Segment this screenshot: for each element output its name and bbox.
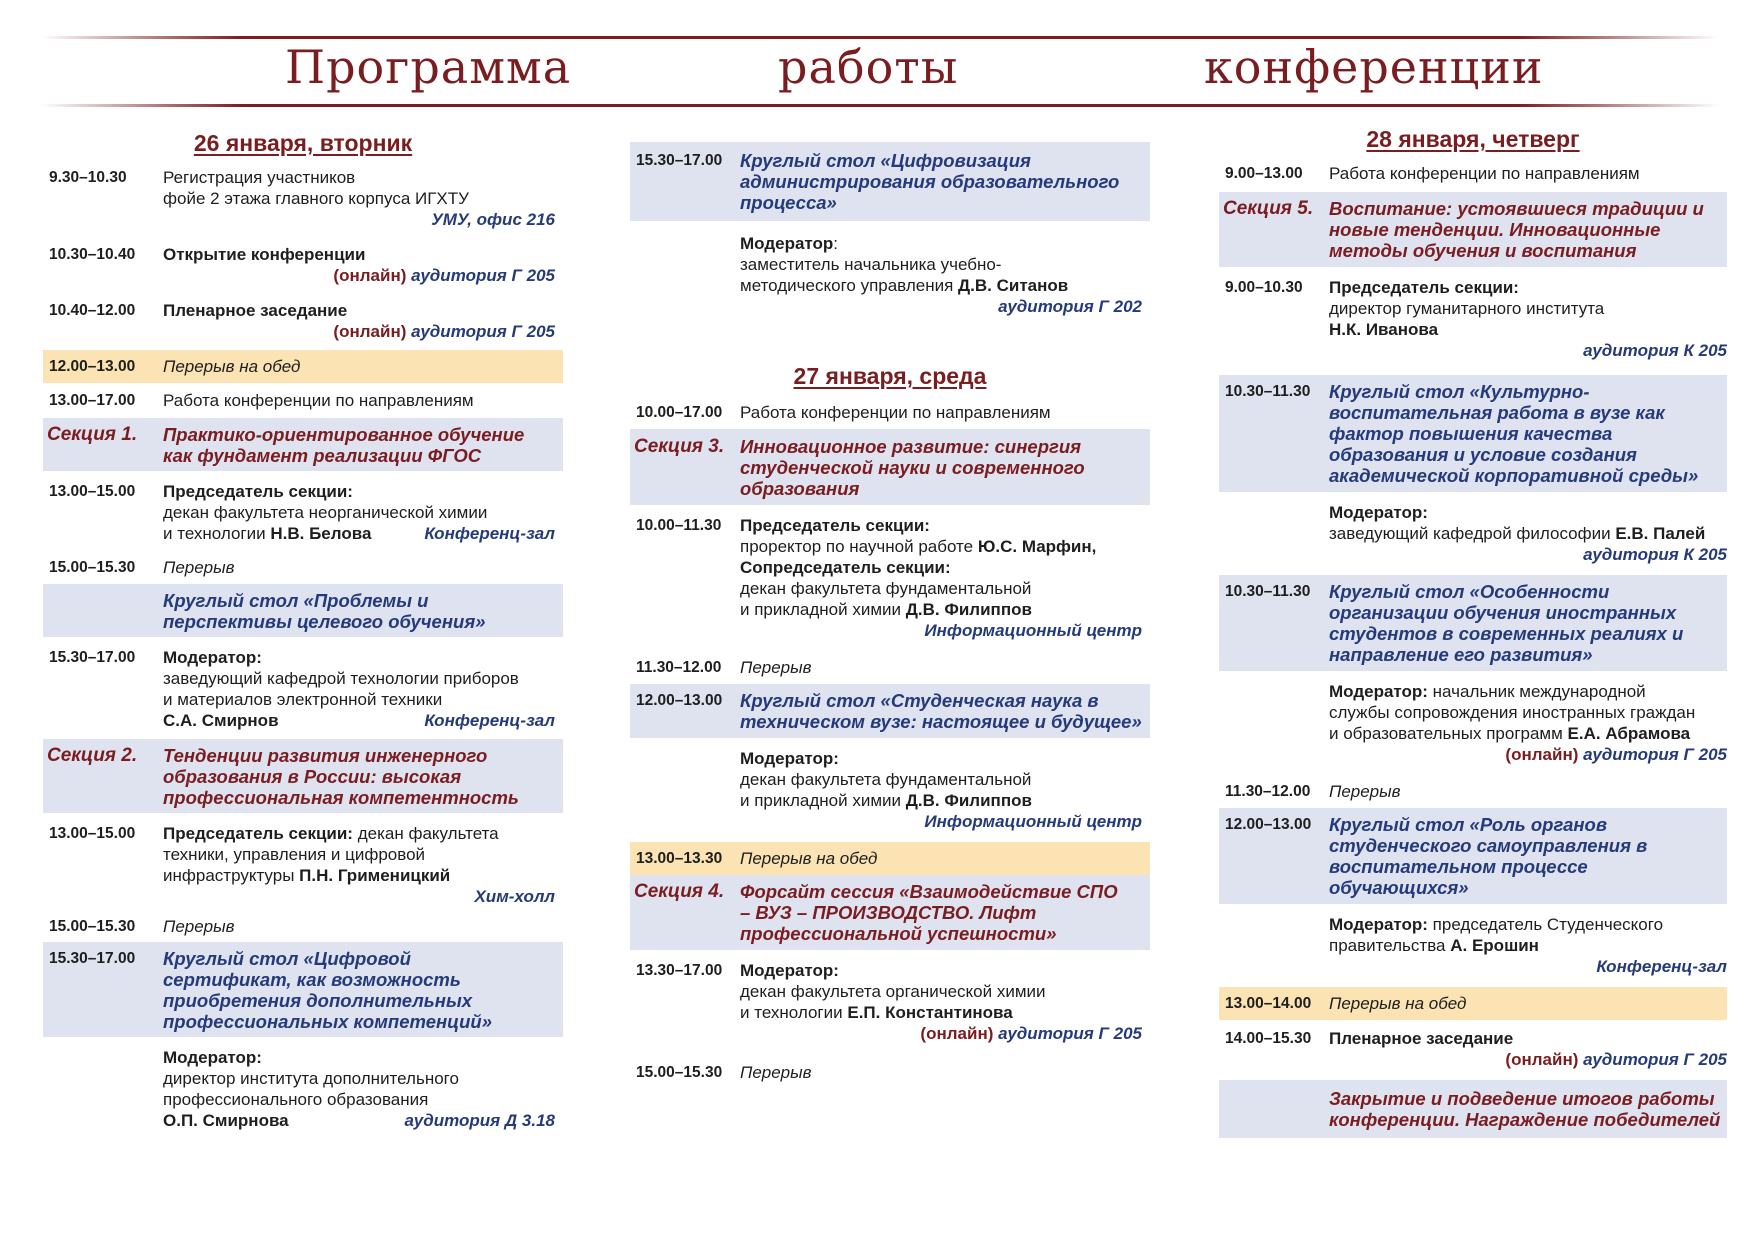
roundtable-band: 12.00–13.00 Круглый стол «Роль органов студенческого самоуправления в воспитательном процессе обучающихся» <box>1219 808 1727 904</box>
day-heading: 27 января, среда <box>793 363 987 389</box>
day-heading: 28 января, четверг <box>1366 126 1580 152</box>
schedule-row: 13.00–17.00 Работа конференции по направлениям <box>49 391 474 410</box>
schedule-row: 10.40–12.00 Пленарное заседание (онлайн) аудитория Г 205 <box>49 301 555 341</box>
title-word-2: работы <box>778 40 959 94</box>
lunch-band: 13.00–13.30 Перерыв на обед <box>630 842 1150 875</box>
section-band: Секция 4. Форсайт сессия «Взаимодействие СПО – ВУЗ – ПРОИЗВОДСТВО. Лифт профессиональной успешности» <box>630 875 1150 950</box>
section-band: Секция 3. Инновационное развитие: синергия студенческой науки и современного образования <box>630 429 1150 505</box>
section-band: Секция 1. Практико-ориентированное обучение как фундамент реализации ФГОС <box>43 418 563 471</box>
roundtable-band: 10.30–11.30 Круглый стол «Культурно-воспитательная работа в вузе как фактор повышения качества образования и условие создания академической корпоративной среды» <box>1219 375 1727 492</box>
schedule-row: 10.00–17.00 Работа конференции по направлениям <box>636 403 1051 422</box>
roundtable-band: 10.30–11.30 Круглый стол «Особенности организации обучения иностранных студентов в современных реалиях и направление его развития» <box>1219 575 1727 671</box>
schedule-row: Модератор: декан факультета фундаментальной и прикладной химии Д.В. Филиппов Информационный центр <box>740 749 1142 831</box>
lunch-band: 13.00–14.00 Перерыв на обед <box>1219 987 1727 1020</box>
schedule-row: 9.00–13.00 Работа конференции по направлениям <box>1225 164 1640 183</box>
schedule-row: Модератор: председатель Студенческого правительства А. Ерошин Конференц-зал <box>1329 915 1727 976</box>
schedule-row: Модератор: начальник международной службы сопровождения иностранных граждан и образовательных программ Е.А. Абрамова (онлайн) аудитория Г 205 <box>1329 682 1727 764</box>
schedule-row: 13.00–15.00 Председатель секции: декан факультета техники, управления и цифровой инфраструктуры П.Н. Грименицкий Хим-холл <box>49 824 555 906</box>
schedule-row: 15.00–15.30 Перерыв <box>636 1063 812 1082</box>
schedule-row: 10.30–10.40 Открытие конференции (онлайн) аудитория Г 205 <box>49 245 555 285</box>
schedule-row: 9.00–10.30 Председатель секции: директор гуманитарного института Н.К. Иванова аудитория К 205 <box>1225 278 1727 360</box>
location: УМУ, офис 216 <box>431 210 555 229</box>
schedule-row: 9.30–10.30 Регистрация участников фойе 2 этажа главного корпуса ИГХТУ УМУ, офис 216 <box>43 163 563 234</box>
schedule-row: 10.00–11.30 Председатель секции: проректор по научной работе Ю.С. Марфин, Сопредседатель секции: декан факультета фундаментальной и прикладной химии Д.В. Филиппов Информационный центр <box>636 516 1142 640</box>
title-word-1: Программа <box>285 40 572 94</box>
schedule-row: 11.30–12.00 Перерыв <box>1225 782 1401 801</box>
schedule-row: 13.30–17.00 Модератор: декан факультета органической химии и технологии Е.П. Константинова (онлайн) аудитория Г 205 <box>636 961 1142 1043</box>
schedule-row: 15.00–15.30 Перерыв <box>49 558 235 577</box>
schedule-row: Модератор: директор института дополнительного профессионального образования О.П. Смирнова аудитория Д 3.18 <box>163 1048 555 1130</box>
roundtable-band: 15.30–17.00 Круглый стол «Цифровизация администрирования образовательного процесса» <box>630 142 1150 221</box>
title-word-3: конференции <box>1204 40 1544 94</box>
roundtable-band: 15.30–17.00 Круглый стол «Цифровой сертификат, как возможность приобретения дополнительных профессиональных компетенций» <box>43 942 563 1037</box>
column-day-2 <box>630 124 1150 1089</box>
schedule-row: 14.00–15.30 Пленарное заседание (онлайн) аудитория Г 205 <box>1225 1029 1727 1069</box>
lunch-band: 12.00–13.00 Перерыв на обед <box>43 350 563 383</box>
schedule-row: Модератор: заведующий кафедрой философии Е.В. Палей аудитория К 205 <box>1329 503 1727 564</box>
section-band: Секция 5. Воспитание: устоявшиеся традиции и новые тенденции. Инновационные методы обучения и воспитания <box>1219 192 1727 267</box>
schedule-row: 13.00–15.00 Председатель секции: декан факультета неорганической химии и технологии Н.В. Белова Конференц-зал <box>49 482 555 543</box>
roundtable-band: 12.00–13.00 Круглый стол «Студенческая наука в техническом вузе: настоящее и будущее» <box>630 684 1150 738</box>
title-top-rule <box>40 36 1720 39</box>
page-title <box>0 40 1754 100</box>
column-day-3 <box>1219 124 1727 1138</box>
column-day-1 <box>43 124 563 1135</box>
schedule-row: Модератор: заместитель начальника учебно- методического управления Д.В. Ситанов аудитория Г 202 <box>740 234 1142 316</box>
schedule-row: 15.00–15.30 Перерыв <box>49 917 235 936</box>
schedule-row: 15.30–17.00 Модератор: заведующий кафедрой технологии приборов и материалов электронной техники С.А. Смирнов Конференц-зал <box>49 648 555 730</box>
schedule-row: 11.30–12.00 Перерыв <box>636 658 812 677</box>
title-bottom-rule <box>40 104 1720 107</box>
section-band: Секция 2. Тенденции развития инженерного образования в России: высокая профессиональная компетентность <box>43 739 563 813</box>
day-heading: 26 января, вторник <box>193 130 413 156</box>
roundtable-band: Круглый стол «Проблемы и перспективы целевого обучения» <box>43 584 563 637</box>
closing-band: Закрытие и подведение итогов работы конференции. Награждение победителей <box>1219 1080 1727 1138</box>
